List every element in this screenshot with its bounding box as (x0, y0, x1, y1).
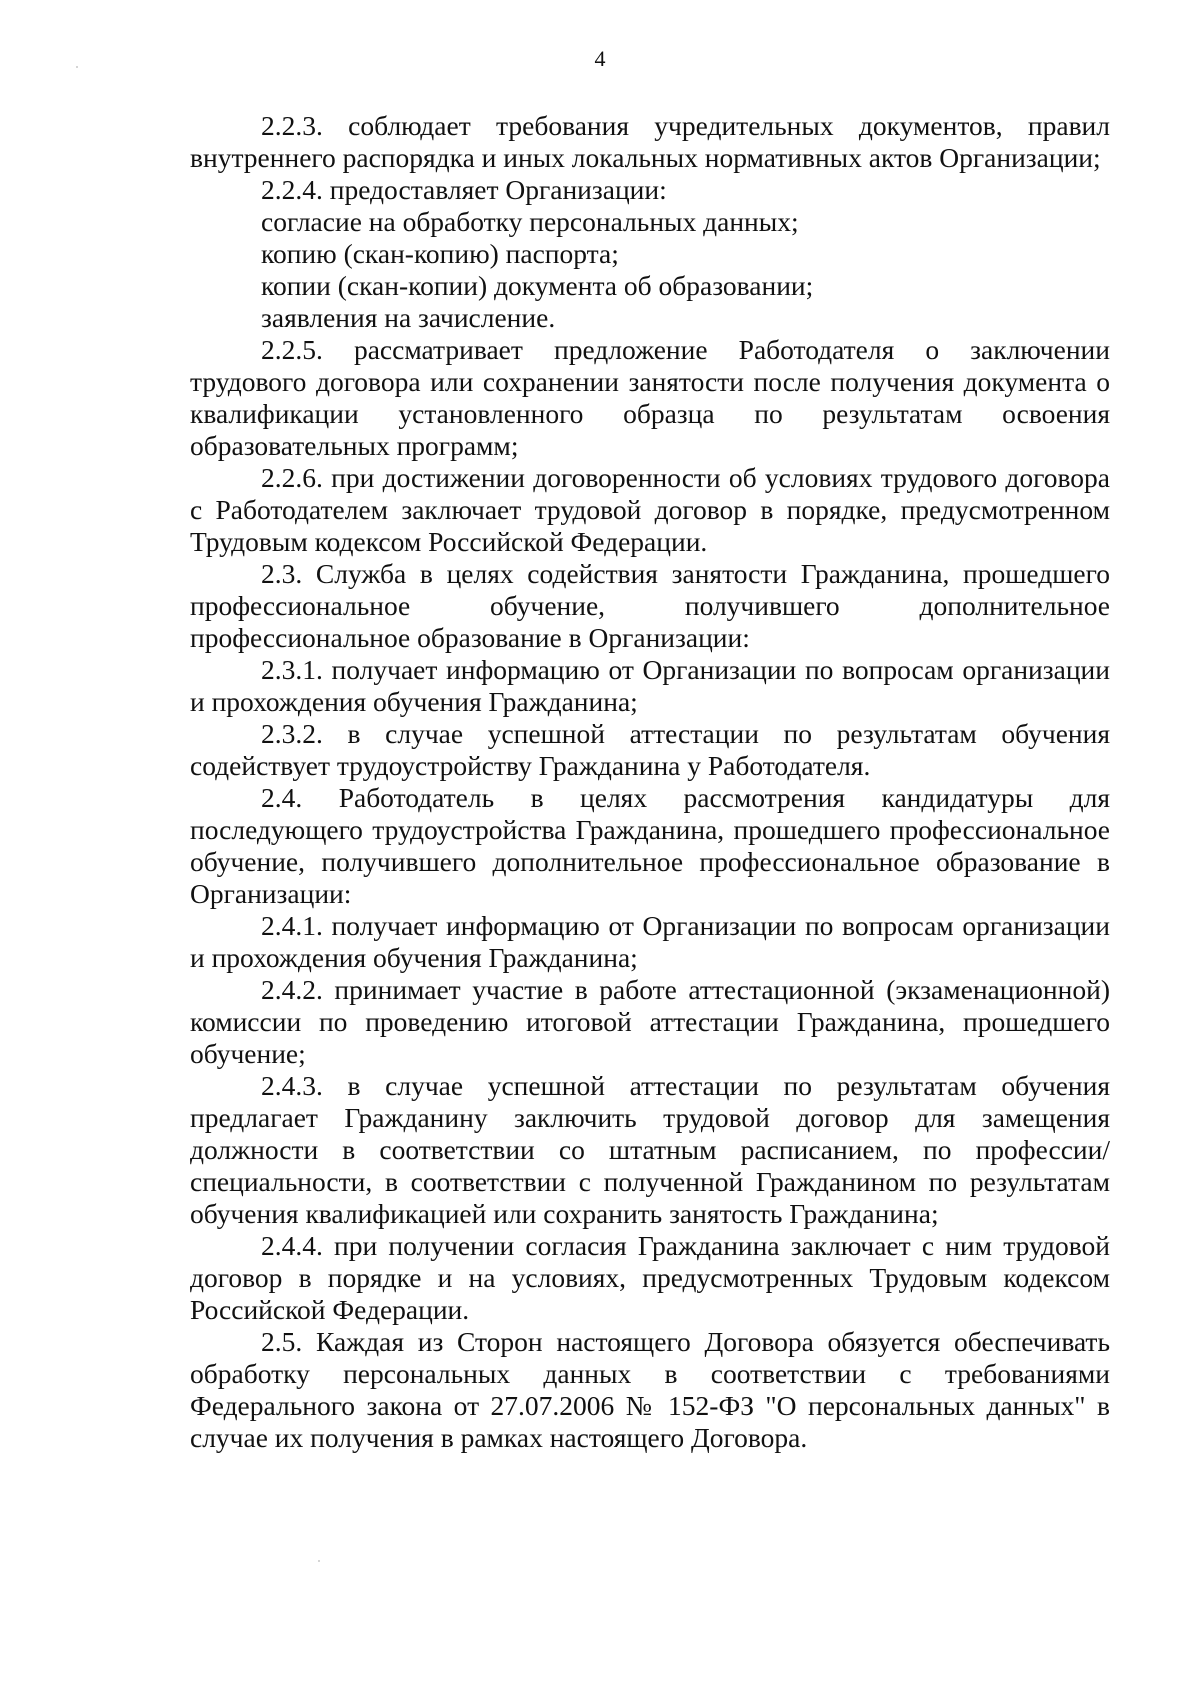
clause-2-2-6: 2.2.6. при достижении договоренности об условиях трудового договора с Работодателем заключает трудовой договор в порядке, предусмотренном Трудовым кодексом Российской Федерации. (190, 462, 1110, 557)
page-number: 4 (594, 46, 606, 71)
list-item-enrollment-application: заявления на зачисление. (261, 302, 556, 333)
clause-2-4-1: 2.4.1. получает информацию от Организации по вопросам организации и прохождения обучения Гражданина; (190, 910, 1110, 973)
clause-2-4-2: 2.4.2. принимает участие в работе аттестационной (экзаменационной) комиссии по проведению итоговой аттестации Гражданина, прошедшего обучение; (190, 974, 1110, 1069)
clause-2-3: 2.3. Служба в целях содействия занятости Гражданина, прошедшего профессиональное обучение, получившего дополнительное профессиональное образование в Организации: (190, 558, 1110, 653)
scan-speck (318, 1560, 320, 1562)
clause-2-4-4: 2.4.4. при получении согласия Гражданина заключает с ним трудовой договор в порядке и на условиях, предусмотренных Трудовым кодексом Российской Федерации. (190, 1230, 1110, 1325)
clause-2-3-1: 2.3.1. получает информацию от Организации по вопросам организации и прохождения обучения Гражданина; (190, 654, 1110, 717)
clause-2-4: 2.4. Работодатель в целях рассмотрения кандидатуры для последующего трудоустройства Гражданина, прошедшего профессиональное обучение, получившего дополнительное профессиональное образование в Организации: (190, 782, 1110, 909)
list-item-education-document: копии (скан-копии) документа об образовании; (261, 270, 814, 301)
list-item-consent: согласие на обработку персональных данных; (261, 206, 799, 237)
list-item-passport-copy: копию (скан-копию) паспорта; (261, 238, 619, 269)
document-body (190, 110, 1110, 1454)
clause-2-2-4: 2.2.4. предоставляет Организации: (261, 174, 667, 205)
clause-2-2-3: 2.2.3. соблюдает требования учредительных документов, правил внутреннего распорядка и иных локальных нормативных актов Организации; (190, 110, 1110, 173)
clause-2-2-5: 2.2.5. рассматривает предложение Работодателя о заключении трудового договора или сохранении занятости после получения документа о квалификации установленного образца по результатам освоения образовательных программ; (190, 334, 1110, 461)
clause-2-4-3: 2.4.3. в случае успешной аттестации по результатам обучения предлагает Гражданину заключить трудовой договор для замещения должности в соответствии со штатным расписанием, по профессии/специальности, в соответствии с полученной Гражданином по результатам обучения квалификацией или сохранить занятость Гражданина; (190, 1070, 1110, 1229)
clause-2-3-2: 2.3.2. в случае успешной аттестации по результатам обучения содействует трудоустройству Гражданина у Работодателя. (190, 718, 1110, 781)
clause-2-5: 2.5. Каждая из Сторон настоящего Договора обязуется обеспечивать обработку персональных данных в соответствии с требованиями Федерального закона от 27.07.2006 № 152-ФЗ "О персональных данных" в случае их получения в рамках настоящего Договора. (190, 1326, 1110, 1453)
scan-speck (76, 66, 78, 68)
